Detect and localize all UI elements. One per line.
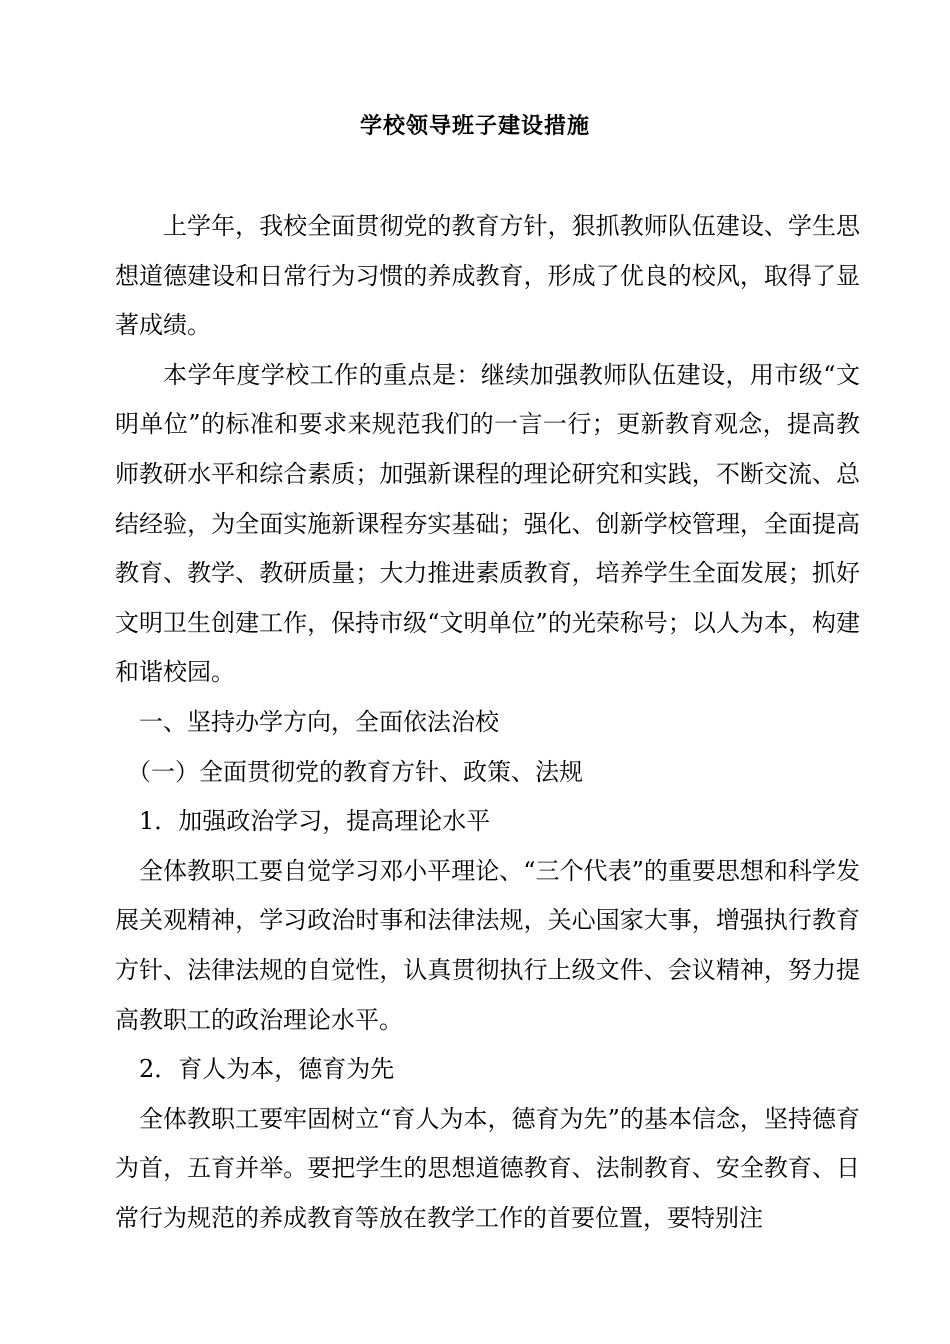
paragraph-summary: 上学年，我校全面贯彻党的教育方针，狠抓教师队伍建设、学生思想道德建设和日常行为习惯的养成教育，形成了优良的校风，取得了显著成绩。: [115, 212, 860, 340]
section-heading-1: 一、坚持办学方向，全面依法治校: [139, 707, 499, 736]
document-body: [115, 202, 860, 1243]
paragraph-key-points: 本学年度学校工作的重点是：继续加强教师队伍建设，用市级“文明单位”的标准和要求来规范我们的一言一行；更新教育观念，提高教师教研水平和综合素质；加强新课程的理论研究和实践，不断交流、总结经验，为全面实施新课程夯实基础；强化、创新学校管理，全面提高教育、教学、教研质量；大力推进素质教育，培养学生全面发展；抓好文明卫生创建工作，保持市级“文明单位”的光荣称号；以人为本，构建和谐校园。: [115, 360, 860, 687]
paragraph-political-study: 全体教职工要自觉学习邓小平理论、“三个代表”的重要思想和科学发展关观精神，学习政治时事和法律法规，关心国家大事，增强执行教育方针、法律法规的自觉性，认真贯彻执行上级文件、会议精神，努力提高教职工的政治理论水平。: [115, 856, 860, 1034]
document-title: 学校领导班子建设措施: [359, 113, 590, 139]
paragraph-moral-education: 全体教职工要牢固树立“育人为本，德育为先”的基本信念，坚持德育为首，五育并举。要把学生的思想道德教育、法制教育、安全教育、日常行为规范的养成教育等放在教学工作的首要位置，要特别注: [115, 1104, 860, 1232]
item-heading-2: 2．育人为本，德育为先: [139, 1055, 395, 1084]
subsection-heading-1: （一）全面贯彻党的教育方针、政策、法规: [127, 757, 583, 786]
item-heading-1: 1．加强政治学习，提高理论水平: [139, 807, 491, 836]
